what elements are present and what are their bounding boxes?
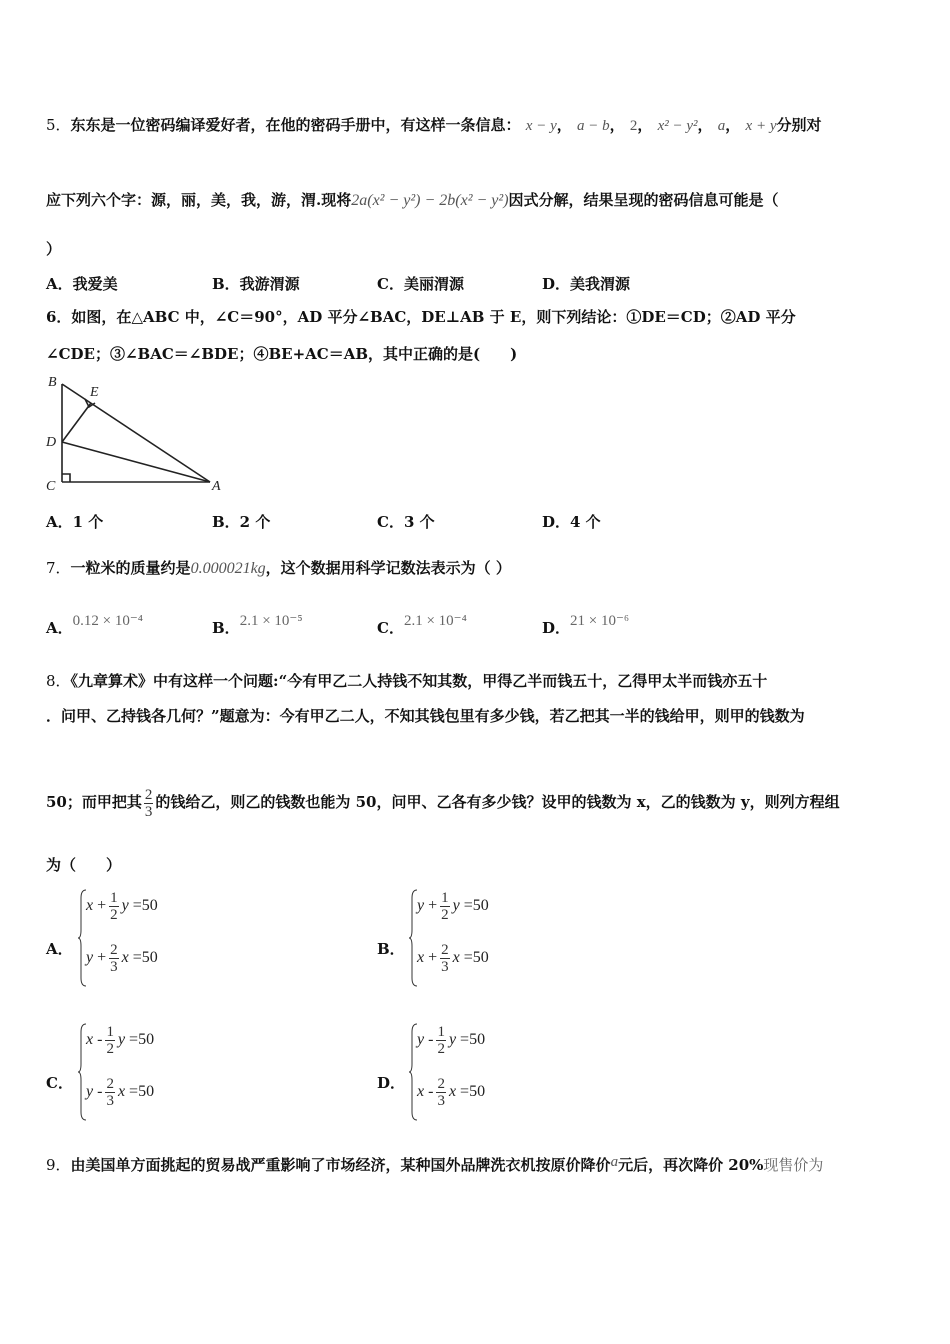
q5-option-a[interactable]: A．我爱美: [46, 275, 118, 293]
q9-number: 9．: [46, 1156, 71, 1174]
q5-option-c[interactable]: C．美丽渭源: [377, 275, 464, 293]
q5-option-b[interactable]: B．我游渭源: [212, 275, 300, 293]
q6-line1: 6．如图，在△ABC 中，∠C＝90°，AD 平分∠BAC，DE⊥AB 于 E，则下列结论：①DE＝CD；②AD 平分: [46, 308, 796, 326]
q7-option-a[interactable]: A．0.12 × 10⁻⁴: [46, 613, 143, 637]
label-d: D: [46, 435, 57, 450]
q7-number: 7．: [46, 559, 71, 577]
q8-number: 8．: [46, 672, 71, 690]
label-a: A: [212, 479, 221, 494]
q8-option-d-system[interactable]: y - $\frac{1}{2}$ y =50 x - $\frac{2}{3}$ x =50: [409, 1022, 539, 1122]
segment-de: [62, 403, 91, 442]
q5-line2: 应下列六个字：源，丽，美，我，游，渭.现将2a(x² − y²) − 2b(x² − y²)因式分解，结果呈现的密码信息可能是（: [46, 191, 779, 209]
q8-option-a-system[interactable]: x + $\frac{1}{2}$ y =50 y + $\frac{2}{3}$ x =50: [78, 888, 208, 988]
q5-line1: 5．东东是一位密码编译爱好者，在他的密码手册中，有这样一条信息： x − y， a − b， 2， x² − y²， a， x + y分别对: [46, 116, 822, 134]
right-angle-c: [62, 474, 70, 482]
q8-option-c-label[interactable]: C．: [46, 1074, 73, 1092]
q8-line3: 50；而甲把其 $\frac{2}{3}$ 的钱给乙，则乙的钱数也能为 50，问甲、乙各有多少钱？设甲的钱数为 x，乙的钱数为 y，则列方程组: [46, 786, 840, 820]
q6-option-a[interactable]: A．1 个: [46, 513, 104, 531]
q8-line4: 为（ ）: [46, 856, 122, 874]
q9-line1: 9．由美国单方面挑起的贸易战严重影响了市场经济，某种国外品牌洗衣机按原价降价a元后，再次降价 20%现售价为: [46, 1154, 824, 1174]
q6-option-c[interactable]: C．3 个: [377, 513, 435, 531]
label-c: C: [46, 479, 56, 494]
triangle-figure: [40, 370, 230, 500]
q6-option-d[interactable]: D．4 个: [542, 513, 601, 531]
q8-fraction: $\frac{2}{3}$: [144, 786, 153, 820]
segment-ad: [62, 442, 210, 482]
q5-number: 5．: [46, 116, 71, 134]
label-e: E: [90, 385, 99, 400]
q8-line1: 8．《九章算术》中有这样一个问题:“今有甲乙二人持钱不知其数，甲得乙半而钱五十，乙得甲太半而钱亦五十: [46, 672, 768, 690]
q8-option-a-label[interactable]: A．: [46, 940, 73, 958]
q7-value: 0.000021kg: [190, 560, 266, 577]
q8-option-c-system[interactable]: x - $\frac{1}{2}$ y =50 y - $\frac{2}{3}$ x =50: [78, 1022, 208, 1122]
q6-option-b[interactable]: B．2 个: [212, 513, 271, 531]
q6-line2: ∠CDE；③∠BAC＝∠BDE；④BE+AC＝AB，其中正确的是( ): [46, 345, 518, 363]
q8-line2: ．问甲、乙持钱各几何？”题意为：今有甲乙二人，不知其钱包里有多少钱，若乙把其一半的钱给甲，则甲的钱数为: [46, 707, 805, 725]
side-ba: [62, 384, 210, 482]
q7-line1: 7．一粒米的质量约是0.000021kg，这个数据用科学记数法表示为（ ）: [46, 559, 511, 577]
q7-option-d[interactable]: D．21 × 10⁻⁶: [542, 613, 630, 637]
q7-option-c[interactable]: C．2.1 × 10⁻⁴: [377, 613, 467, 637]
q8-option-d-label[interactable]: D．: [377, 1074, 406, 1092]
q7-option-b[interactable]: B．2.1 × 10⁻⁵: [212, 613, 303, 637]
q8-option-b-system[interactable]: y + $\frac{1}{2}$ y =50 x + $\frac{2}{3}$ x =50: [409, 888, 539, 988]
q5-expression: 2a(x² − y²) − 2b(x² − y²): [351, 192, 509, 209]
label-b: B: [48, 375, 57, 390]
q8-option-b-label[interactable]: B．: [377, 940, 405, 958]
q5-line3: ）: [46, 240, 62, 258]
q5-option-d[interactable]: D．美我渭源: [542, 275, 631, 293]
